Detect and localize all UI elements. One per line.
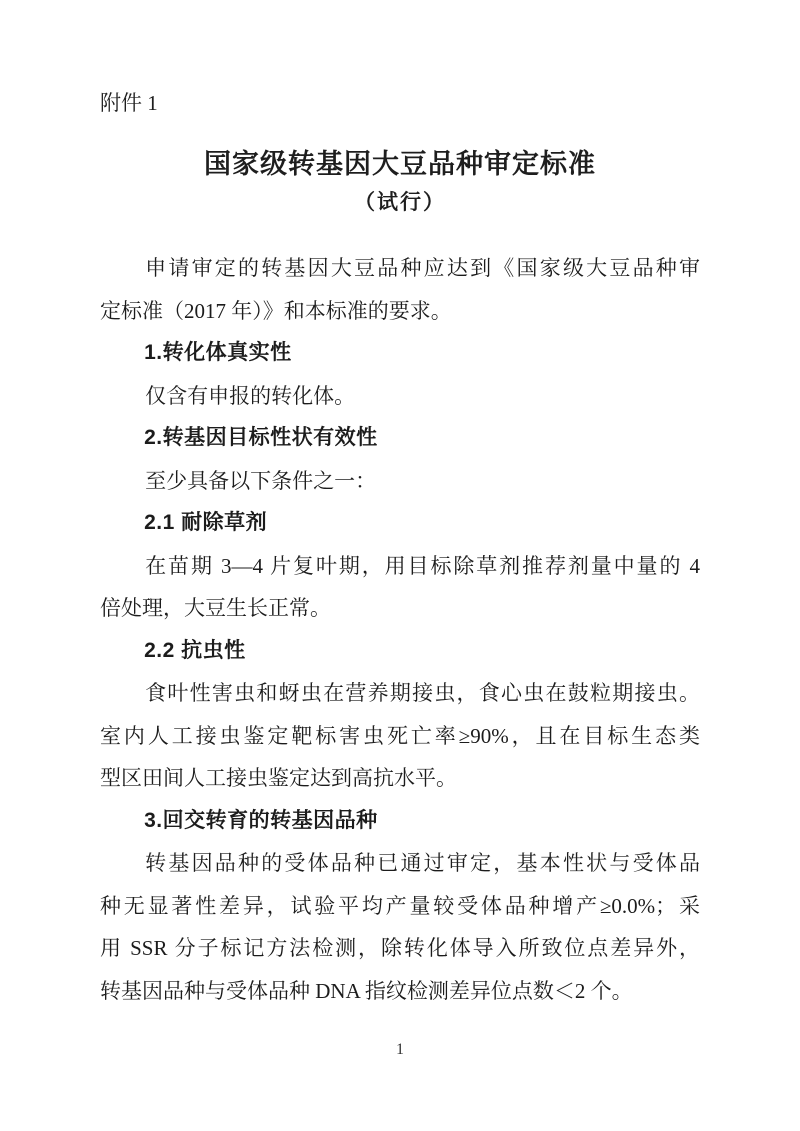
page-number: 1: [396, 1041, 404, 1058]
text-line: 转基因品种的受体品种已通过审定，基本性状与受体品: [145, 851, 700, 875]
paragraph: [100, 375, 700, 418]
paragraph: [100, 460, 700, 503]
section-heading: 1.转化体真实性: [144, 341, 292, 364]
section-heading: 2.转基因目标性状有效性: [144, 426, 378, 449]
text-line: 食叶性害虫和蚜虫在营养期接虫，食心虫在鼓粒期接虫。: [145, 681, 700, 705]
text-line: 倍处理，大豆生长正常。: [100, 596, 331, 620]
paragraph: [100, 247, 700, 332]
paragraph: [100, 545, 700, 630]
text-line: 至少具备以下条件之一：: [145, 468, 377, 493]
text-line: 转基因品种与受体品种 DNA 指纹检测差异位点数＜2 个。: [100, 978, 633, 1003]
text-line: 在苗期 3—4 片复叶期，用目标除草剂推荐剂量中量的 4: [145, 553, 700, 578]
text-line: 室内人工接虫鉴定靶标害虫死亡率≥90%，且在目标生态类: [100, 723, 700, 748]
section-heading: 2.2 抗虫性: [144, 638, 246, 662]
text-line: 种无显著性差异，试验平均产量较受体品种增产≥0.0%；采: [100, 893, 700, 918]
text-line: 仅含有申报的转化体。: [145, 383, 356, 408]
text-line: 型区田间人工接虫鉴定达到高抗水平。: [100, 766, 457, 790]
section-heading: 3.回交转育的转基因品种: [144, 808, 378, 832]
document-title: 国家级转基因大豆品种审定标准: [204, 149, 596, 179]
attachment-label: 附件 1: [100, 91, 158, 115]
document-subtitle: （试行）: [354, 190, 446, 214]
text-line: 用 SSR 分子标记方法检测，除转化体导入所致位点差异外，: [100, 936, 700, 960]
text-line: 定标准（2017 年）》和本标准的要求。: [100, 298, 452, 323]
paragraph: [100, 842, 700, 1012]
text-line: 申请审定的转基因大豆品种应达到《国家级大豆品种审: [145, 256, 700, 280]
section-heading: 2.1 耐除草剂: [144, 511, 268, 534]
document-body: [100, 247, 700, 1012]
paragraph: [100, 672, 700, 800]
